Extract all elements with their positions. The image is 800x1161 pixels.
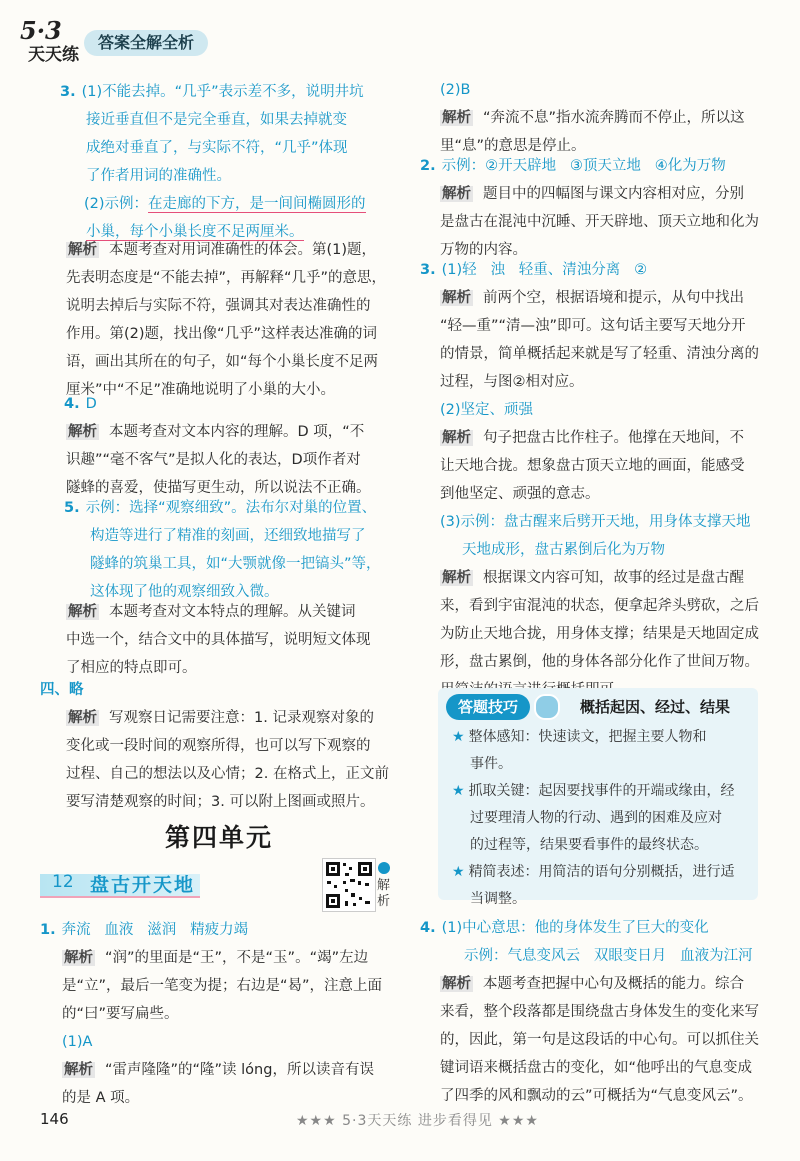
analysis-text: 的，因此，第一句是这段话的中心句。可以抓住关 <box>440 1032 759 1048</box>
analysis-text: 过程、自己的想法以及心情；2. 在格式上，正文前 <box>66 766 389 782</box>
analysis-text: 来看，整个段落都是围绕盘古身体发生的变化来写 <box>440 1004 759 1020</box>
analysis-text: 语，画出其所在的句子，如“每个小巢长度不足两 <box>66 354 379 370</box>
analysis-text: 本题考查把握中心句及概括的能力。综合 <box>483 976 744 992</box>
analysis-text: 是“立”，最后一笔变为提；右边是“曷”，注意上面 <box>62 978 383 994</box>
answer-text: (1)不能去掉。“几乎”表示差不多，说明井坑 <box>81 84 364 100</box>
analysis-text: 写观察日记需要注意：1. 记录观察对象的 <box>109 710 374 726</box>
analysis-text: 题目中的四幅图与课文内容相对应，分别 <box>483 186 744 202</box>
lesson-number: 12 <box>52 872 74 892</box>
analysis-label: 解析 <box>442 976 471 992</box>
tip-text: 事件。 <box>470 756 512 772</box>
lesson-title: 盘古开天地 <box>90 874 196 896</box>
underlined-text: 小巢，每个小巢长度不足两厘米。 <box>86 224 304 240</box>
page-number: 146 <box>40 1110 69 1128</box>
left-section-four <box>40 676 400 704</box>
analysis-text: 中选一个，结合文中的具体描写，说明短文体现 <box>66 632 371 648</box>
q-number: 4. <box>420 920 436 936</box>
tip-subtitle: 概括起因、经过、结果 <box>580 698 731 716</box>
analysis-label: 解析 <box>68 424 97 440</box>
right-q3-analysis <box>440 284 780 704</box>
analysis-text: 本题考查对文本内容的理解。D 项，“不 <box>109 424 365 440</box>
q-number: 2. <box>420 158 436 174</box>
analysis-text: 的是 A 项。 <box>62 1090 140 1106</box>
answer-text: 示例：选择“观察细致”。法布尔对巢的位置、 <box>85 500 377 516</box>
right-q2b <box>440 76 780 160</box>
lightbulb-icon <box>534 694 560 720</box>
q-number: 5. <box>64 500 80 516</box>
analysis-text: 键词语来概括盘古的变化，如“他呼出的气息变成 <box>440 1060 753 1076</box>
analysis-text: 识趣”“毫不客气”是拟人化的表达，D项作者对 <box>66 452 361 468</box>
analysis-text: 厘米”中“不足”准确地说明了小巢的大小。 <box>66 382 336 398</box>
analysis-text: 先表明态度是“不能去掉”，再解释“几乎”的意思， <box>66 270 387 286</box>
tip-box <box>438 688 758 907</box>
analysis-text: 本题考查对用词准确性的体会。第(1)题， <box>109 242 377 258</box>
logo <box>18 18 80 64</box>
right-q2-analysis <box>440 180 780 264</box>
answer-text: (1)中心意思：他的身体发生了巨大的变化 <box>441 920 709 936</box>
analysis-text: 作用。第(2)题，找出像“几乎”这样表达准确的词 <box>66 326 378 342</box>
left-four-analysis <box>66 704 400 816</box>
analysis-text: “雷声隆隆”的“隆”读 lóng，所以读音有误 <box>105 1062 374 1078</box>
section-heading: 四、略 <box>40 682 84 698</box>
answer-text: 了作者用词的准确性。 <box>86 168 231 184</box>
right-q3 <box>420 256 780 284</box>
analysis-text: 了相应的特点即可。 <box>66 660 197 676</box>
page-header <box>18 18 318 68</box>
analysis-text: 隧蜂的喜爱，使描写更生动，所以说法不正确。 <box>66 480 371 496</box>
answer-text: 这体现了他的观察细致入微。 <box>90 584 279 600</box>
answer-text: 隧蜂的筑巢工具，如“大颚就像一把镐头”等， <box>90 556 381 572</box>
answer-text: (2)示例： <box>84 196 149 212</box>
tip-text: 的过程等，结果要看事件的最终状态。 <box>470 837 708 853</box>
analysis-label: 解析 <box>442 570 471 586</box>
analysis-text: 形，盘古累倒，他的身体各部分化作了世间万物。 <box>440 654 759 670</box>
tip-text: 过要理清人物的行动、遇到的困难及应对 <box>470 810 722 826</box>
analysis-text: “奔流不息”指水流奔腾而不停止，所以这 <box>483 110 745 126</box>
lesson-q1 <box>40 916 400 944</box>
analysis-text: 里“息”的意思是停止。 <box>440 138 586 154</box>
tip-items <box>452 724 752 913</box>
answer-text: (1)A <box>62 1034 93 1050</box>
star-icon: ★ <box>452 864 465 880</box>
left-q3-analysis <box>66 236 400 404</box>
left-q5 <box>64 494 400 606</box>
tip-text: 精简表述：用简洁的语句分别概括，进行适 <box>468 864 735 880</box>
q-number: 4. <box>64 396 80 412</box>
left-q4-analysis <box>66 418 400 502</box>
qr-code-icon[interactable] <box>322 858 376 912</box>
analysis-text: “轻—重”“清—浊”即可。这句话主要写天地分开 <box>440 318 746 334</box>
analysis-label: 解析 <box>68 242 97 258</box>
analysis-text: 过程，与图②相对应。 <box>440 374 584 390</box>
analysis-text: 句子把盘古比作柱子。他撑在天地间，不 <box>483 430 744 446</box>
analysis-label: 解析 <box>64 1062 93 1078</box>
right-q4 <box>420 914 780 970</box>
answer-text: 示例：②开天辟地 ③顶天立地 ④化为万物 <box>441 158 726 174</box>
analysis-text: 的“曰”要写扁些。 <box>62 1006 179 1022</box>
answer-text: (3)示例：盘古醒来后劈开天地，用身体支撑天地 <box>440 514 751 530</box>
play-icon[interactable] <box>378 862 390 874</box>
analysis-label: 解析 <box>442 430 471 446</box>
q-number: 3. <box>60 84 76 100</box>
analysis-text: 了四季的风和飘动的云”可概括为“气息变风云”。 <box>440 1088 753 1104</box>
answer-text: (2)坚定、顽强 <box>440 402 534 418</box>
analysis-text: 的情景，简单概括起来就是写了轻重、清浊分离的 <box>440 346 759 362</box>
analysis-label: 解析 <box>64 950 93 966</box>
analysis-text: 到他坚定、顽强的意志。 <box>440 486 600 502</box>
analysis-text: 来，看到宇宙混沌的状态，便拿起斧头劈砍，之后 <box>440 598 759 614</box>
lesson-q1-analysis <box>62 944 400 1112</box>
footer-slogan: ★★★ 5·3天天练 进步看得见 ★★★ <box>296 1113 539 1129</box>
unit-title: 第四单元 <box>165 823 274 852</box>
answer-text: D <box>85 396 97 412</box>
analysis-text: 前两个空，根据语境和提示，从句中找出 <box>483 290 744 306</box>
logo-main: 5·3 <box>20 16 62 45</box>
analysis-label: 解析 <box>442 110 471 126</box>
header-badge: 答案全解全析 <box>84 30 208 56</box>
analysis-text: 根据课文内容可知，故事的经过是盘古醒 <box>483 570 744 586</box>
analysis-text: 要写清楚观察的时间；3. 可以附上图画或照片。 <box>66 794 375 810</box>
answer-text: (1)轻 浊 轻重、清浊分离 ② <box>441 262 648 278</box>
logo-sub: 天天练 <box>28 45 79 65</box>
q-number: 3. <box>420 262 436 278</box>
lesson-header <box>40 870 212 898</box>
answer-text: (2)B <box>440 82 471 98</box>
analysis-text: 是盘古在混沌中沉睡、开天辟地、顶天立地和化为 <box>440 214 759 230</box>
analysis-text: 变化或一段时间的观察所得，也可以写下观察的 <box>66 738 371 754</box>
analysis-label: 解析 <box>442 290 471 306</box>
right-q2 <box>420 152 780 180</box>
tip-text: 当调整。 <box>470 891 526 907</box>
answer-text: 成绝对垂直了，与实际不符，“几乎”体现 <box>86 140 348 156</box>
answer-text: 奔流 血液 滋润 精疲力竭 <box>61 922 249 938</box>
analysis-text: 为防止天地合拢，用身体支撑；结果是天地固定成 <box>440 626 759 642</box>
analysis-label: 解析 <box>68 710 97 726</box>
q-number: 1. <box>40 922 56 938</box>
analysis-label: 解析 <box>442 186 471 202</box>
qr-label: 解析 <box>377 878 391 909</box>
analysis-text: 让天地合拢。想象盘古顶天立地的画面，能感受 <box>440 458 745 474</box>
analysis-label: 解析 <box>68 604 97 620</box>
answer-text: 示例：气息变风云 双眼变日月 血液为江河 <box>464 948 753 964</box>
analysis-text: 万物的内容。 <box>440 242 527 258</box>
answer-text: 接近垂直但不是完全垂直，如果去掉就变 <box>86 112 347 128</box>
tip-text: 整体感知：快速读文，把握主要人物和 <box>468 729 707 745</box>
answer-text: 构造等进行了精准的刻画，还细致地描写了 <box>90 528 366 544</box>
underlined-text: 在走廊的下方，是一间间椭圆形的 <box>148 196 366 212</box>
analysis-text: “润”的里面是“王”，不是“玉”。“竭”左边 <box>105 950 369 966</box>
star-icon: ★ <box>452 783 465 799</box>
star-icon: ★ <box>452 729 465 745</box>
answer-text: 天地成形，盘古累倒后化为万物 <box>462 542 665 558</box>
left-q3 <box>60 78 400 246</box>
right-q4-analysis <box>440 970 780 1110</box>
analysis-text: 说明去掉后与实际不符，强调其对表达准确性的 <box>66 298 371 314</box>
tip-heading: 答题技巧 <box>446 694 530 720</box>
left-q5-analysis <box>66 598 400 682</box>
analysis-text: 本题考查对文本特点的理解。从关键词 <box>109 604 356 620</box>
tip-text: 抓取关键：起因要找事件的开端或缘由，经 <box>468 783 735 799</box>
left-q4 <box>64 390 400 418</box>
